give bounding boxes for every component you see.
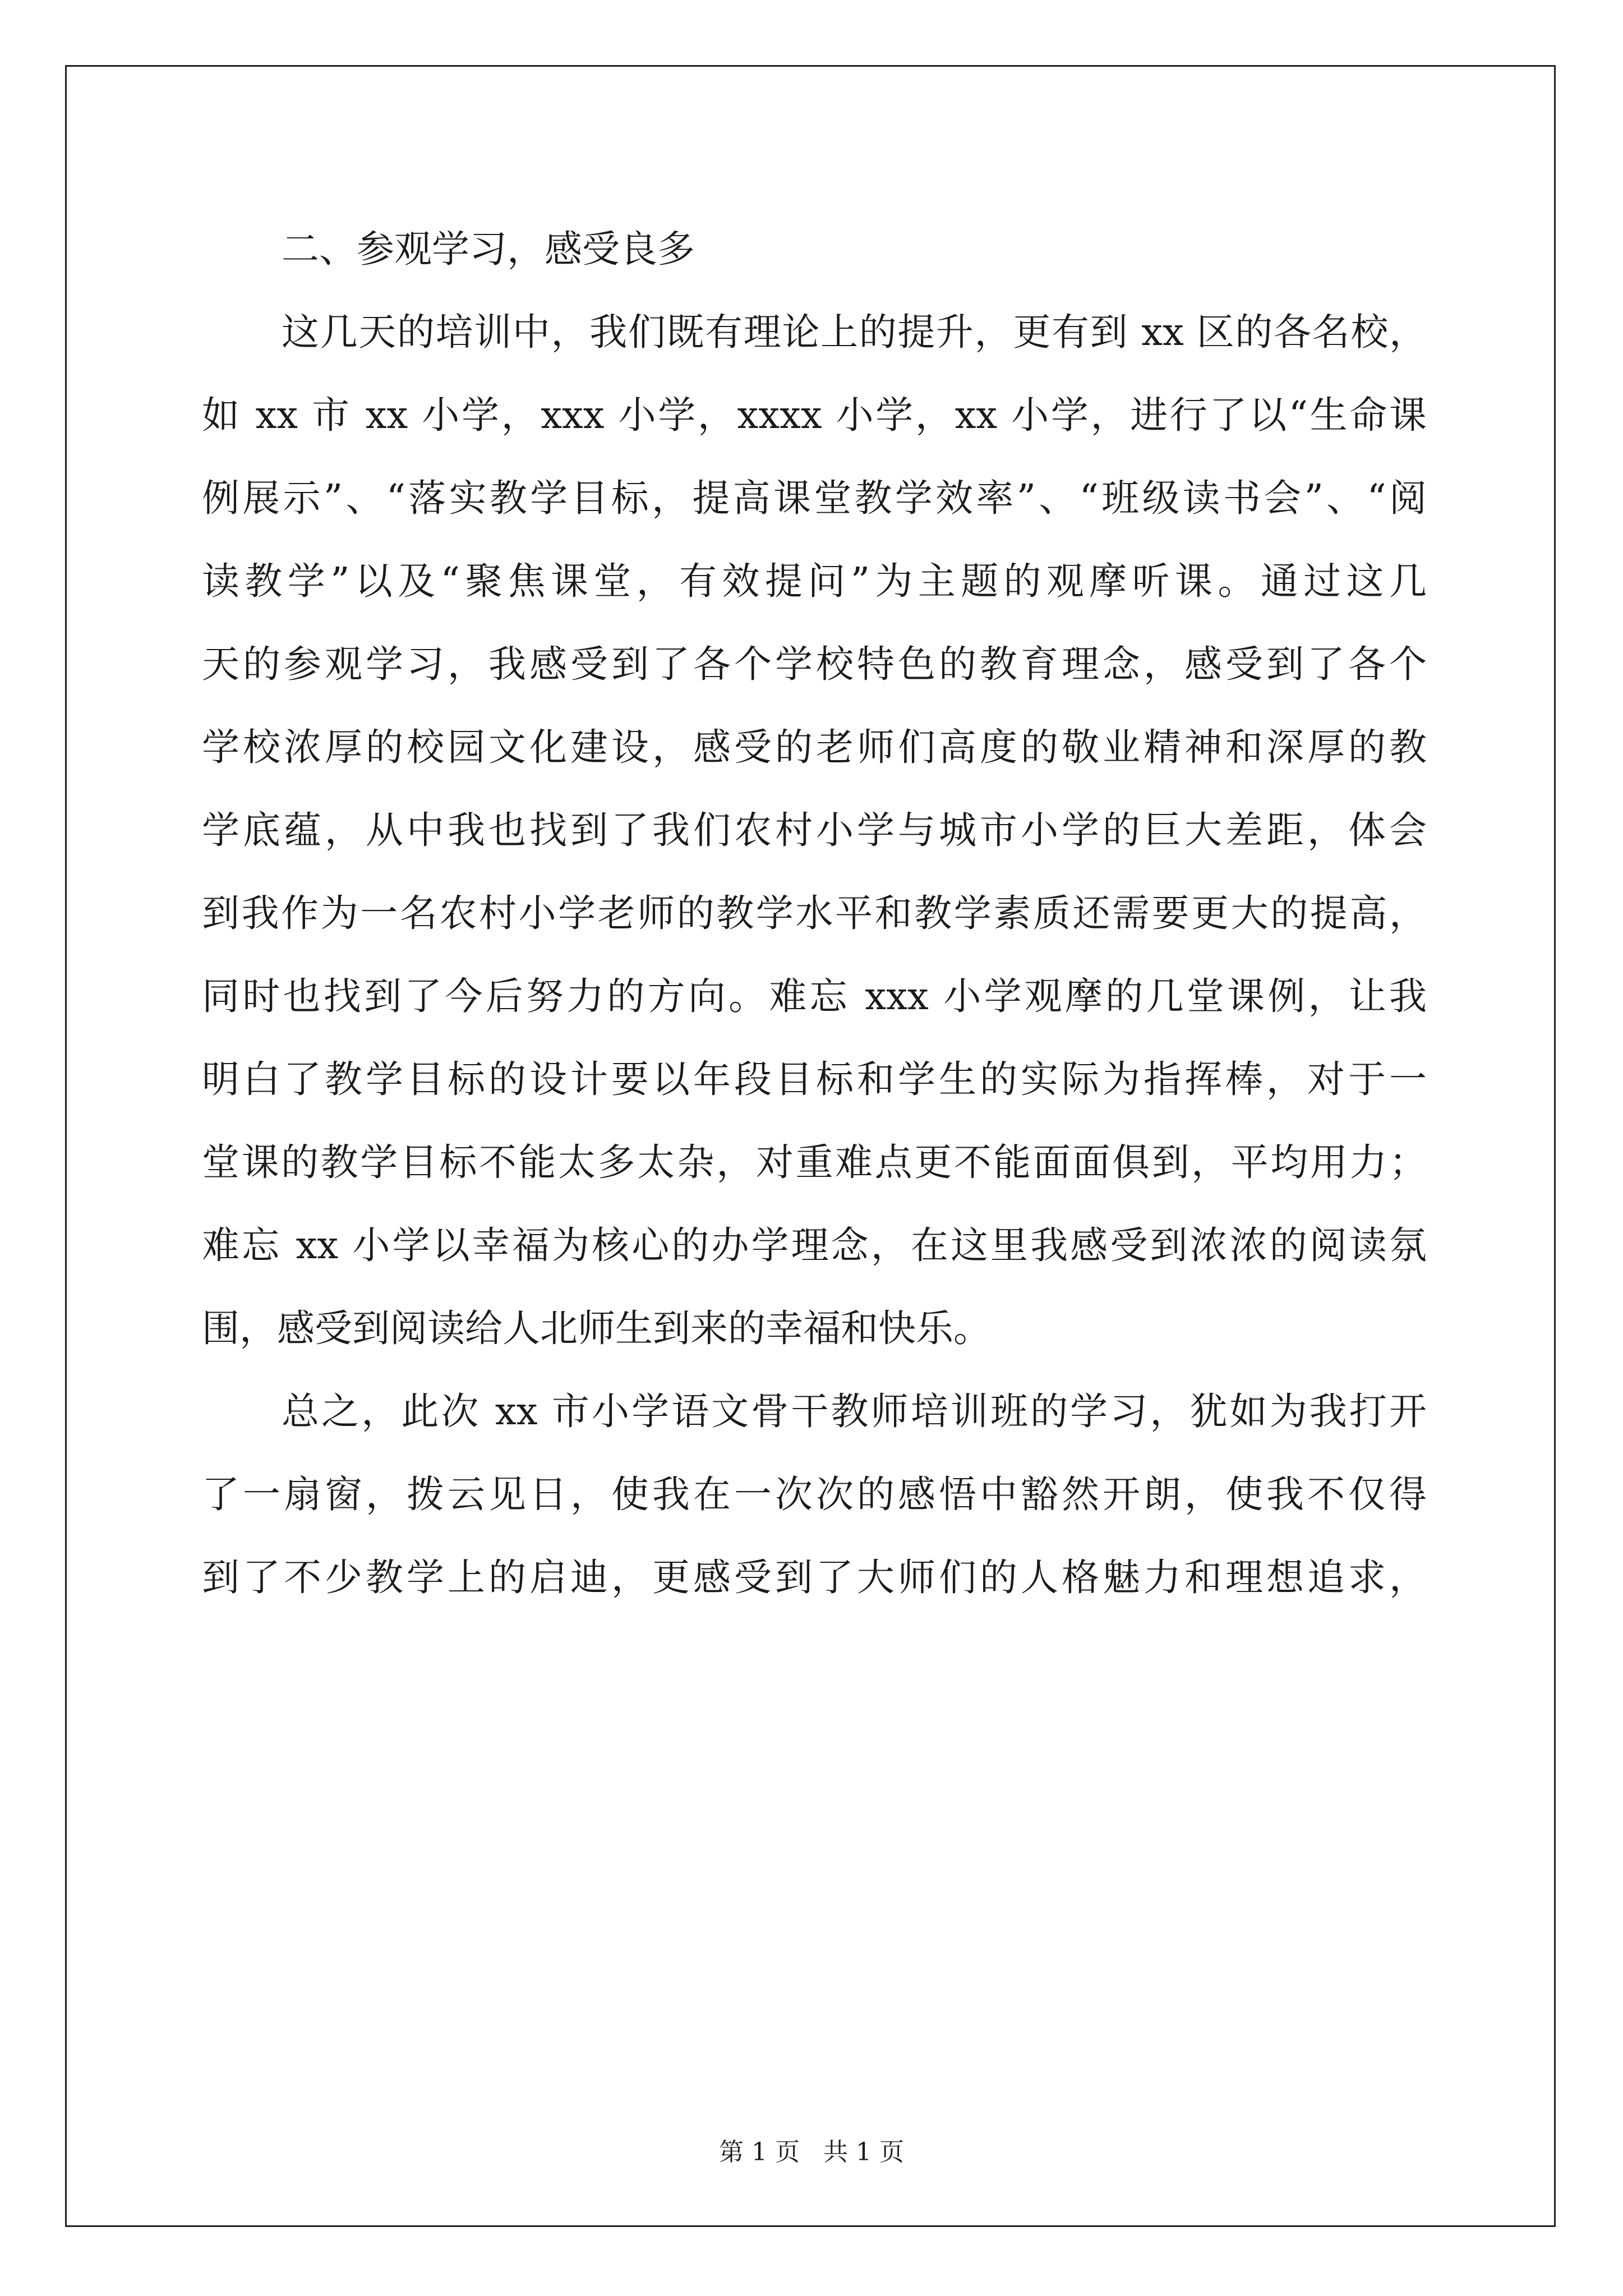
paragraph-line: 总之，此次 xx 市小学语文骨干教师培训班的学习，犹如为我打开 — [282, 1389, 1427, 1433]
paragraph-line: 了一扇窗，拨云见日，使我在一次次的感悟中豁然开朗，使我不仅得 — [202, 1473, 1427, 1516]
paragraph-line: 围，感受到阅读给人北师生到来的幸福和快乐。 — [202, 1306, 991, 1350]
paragraph-line: 读教学”以及“聚焦课堂，有效提问”为主题的观摩听课。通过这几 — [202, 559, 1427, 603]
page-footer: 第 1 页 共 1 页 — [719, 2138, 904, 2166]
paragraph-1 — [202, 291, 1427, 1370]
paragraph-line: 这几天的培训中，我们既有理论上的提升，更有到 xx 区的各名校， — [282, 310, 1427, 354]
paragraph-line: 同时也找到了今后努力的方向。难忘 xxx 小学观摩的几堂课例，让我 — [202, 974, 1427, 1018]
section-heading: 二、参观学习，感受良多 — [282, 227, 695, 271]
paragraph-line: 到了不少教学上的启迪，更感受到了大师们的人格魅力和理想追求， — [202, 1556, 1427, 1599]
paragraph-2 — [202, 1370, 1427, 1619]
paragraph-line: 学校浓厚的校园文化建设，感受的老师们高度的敬业精神和深厚的教 — [202, 725, 1427, 769]
paragraph-line: 明白了教学目标的设计要以年段目标和学生的实际为指挥棒，对于一 — [202, 1057, 1427, 1101]
paragraph-line: 难忘 xx 小学以幸福为核心的办学理念，在这里我感受到浓浓的阅读氛 — [202, 1223, 1427, 1267]
paragraph-line: 到我作为一名农村小学老师的教学水平和教学素质还需要更大的提高， — [202, 891, 1427, 935]
paragraph-line: 如 xx 市 xx 小学，xxx 小学，xxxx 小学，xx 小学，进行了以“生命课 — [202, 393, 1427, 437]
document-body — [202, 208, 1427, 1619]
paragraph-line: 堂课的教学目标不能太多太杂，对重难点更不能面面俱到，平均用力； — [202, 1140, 1427, 1184]
paragraph-line: 天的参观学习，我感受到了各个学校特色的教育理念，感受到了各个 — [202, 642, 1427, 686]
paragraph-line: 例展示”、“落实教学目标，提高课堂教学效率”、“班级读书会”、“阅 — [202, 476, 1427, 520]
paragraph-line: 学底蕴，从中我也找到了我们农村小学与城市小学的巨大差距，体会 — [202, 808, 1427, 852]
